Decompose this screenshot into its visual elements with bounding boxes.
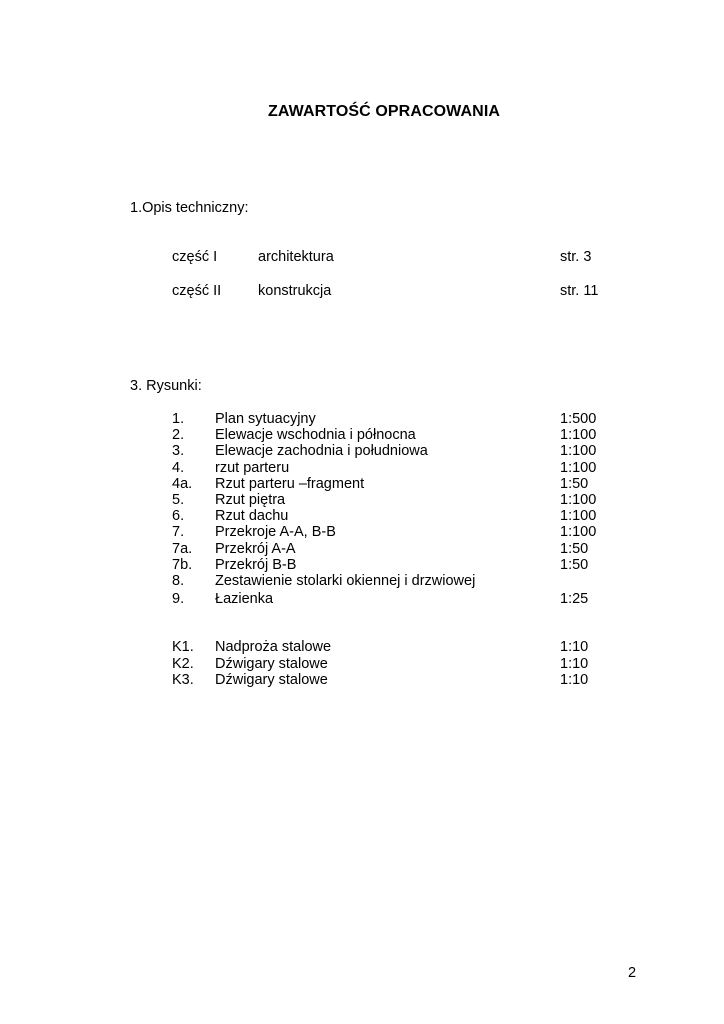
drawing-number: K2.	[172, 656, 194, 672]
drawing-number: 5.	[172, 492, 185, 508]
page-number: 2	[628, 965, 637, 981]
drawing-number: 6.	[172, 508, 185, 524]
drawing-number: 7.	[172, 524, 185, 540]
drawing-description: Dźwigary stalowe	[215, 672, 328, 688]
drawing-scale: 1:10	[560, 639, 589, 655]
drawing-number: 2.	[172, 427, 185, 443]
drawing-number: 7a.	[172, 541, 193, 557]
drawing-scale: 1:100	[560, 443, 597, 459]
drawing-description: Przekrój B-B	[215, 557, 297, 573]
drawing-number: 4a.	[172, 476, 193, 492]
drawing-scale: 1:100	[560, 524, 597, 540]
drawing-number: 4.	[172, 460, 185, 476]
section-heading-drawings: 3. Rysunki:	[130, 378, 202, 394]
part-label: część II	[172, 283, 222, 299]
drawing-description: rzut parteru	[215, 460, 290, 476]
drawing-description: Zestawienie stolarki okiennej i drzwiowej	[215, 573, 476, 589]
section-heading-technical-description: 1.Opis techniczny:	[130, 200, 249, 216]
drawing-description: Nadproża stalowe	[215, 639, 332, 655]
drawing-description: Elewacje zachodnia i południowa	[215, 443, 428, 459]
drawing-description: Przekrój A-A	[215, 541, 296, 557]
drawing-description: Przekroje A-A, B-B	[215, 524, 336, 540]
drawing-scale: 1:25	[560, 591, 589, 607]
drawing-number: K1.	[172, 639, 194, 655]
drawing-number: K3.	[172, 672, 194, 688]
drawing-description: Dźwigary stalowe	[215, 656, 328, 672]
drawing-description: Rzut dachu	[215, 508, 289, 524]
part-name: architektura	[258, 249, 334, 265]
drawing-description: Plan sytuacyjny	[215, 411, 316, 427]
drawing-scale: 1:100	[560, 460, 597, 476]
drawing-number: 7b.	[172, 557, 193, 573]
drawing-description: Elewacje wschodnia i północna	[215, 427, 416, 443]
part-name: konstrukcja	[258, 283, 332, 299]
drawing-description: Rzut parteru –fragment	[215, 476, 365, 492]
drawing-scale: 1:100	[560, 492, 597, 508]
drawing-number: 1.	[172, 411, 185, 427]
part-label: część I	[172, 249, 218, 265]
drawing-number: 8.	[172, 573, 185, 589]
drawing-scale: 1:50	[560, 541, 589, 557]
page-reference: str. 3	[560, 249, 592, 265]
drawing-scale: 1:10	[560, 672, 589, 688]
drawing-scale: 1:10	[560, 656, 589, 672]
drawing-scale: 1:100	[560, 427, 597, 443]
page-reference: str. 11	[560, 283, 599, 299]
drawing-scale: 1:100	[560, 508, 597, 524]
drawing-description: Rzut piętra	[215, 492, 286, 508]
drawing-scale: 1:500	[560, 411, 597, 427]
drawing-number: 3.	[172, 443, 185, 459]
drawing-number: 9.	[172, 591, 185, 607]
document-title: ZAWARTOŚĆ OPRACOWANIA	[267, 103, 501, 120]
drawing-scale: 1:50	[560, 557, 589, 573]
drawing-description: Łazienka	[215, 591, 274, 607]
drawing-scale: 1:50	[560, 476, 589, 492]
